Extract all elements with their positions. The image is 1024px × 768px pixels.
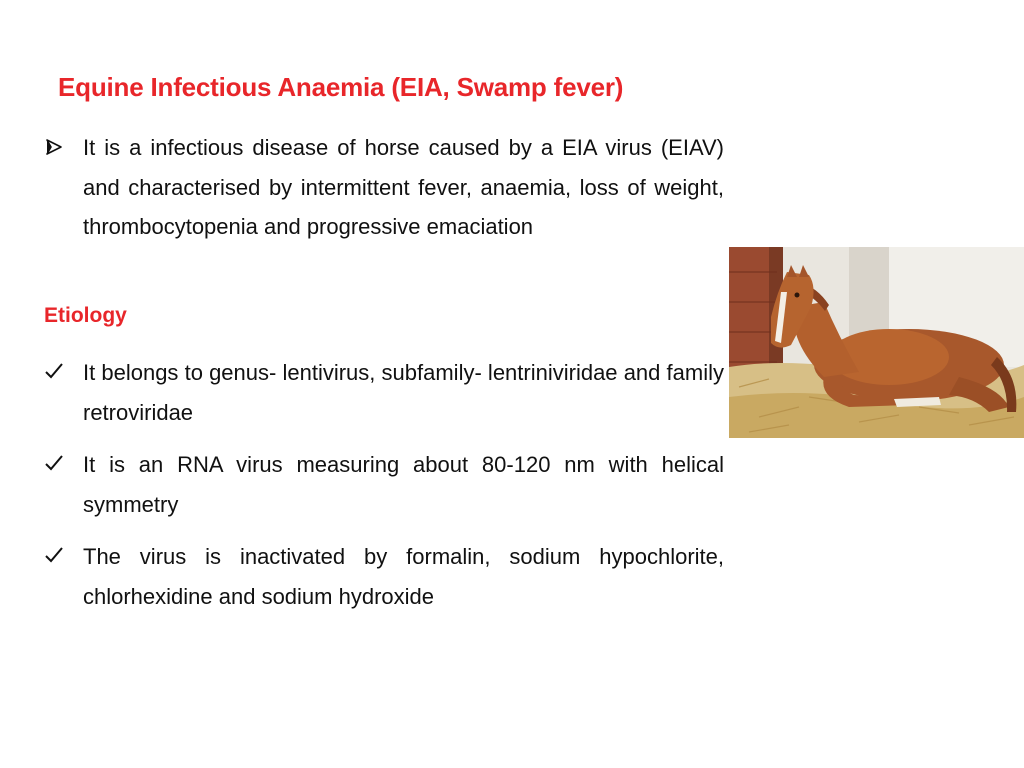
etiology-item — [44, 445, 724, 524]
checkmark-icon — [44, 353, 74, 393]
etiology-item-text: It belongs to genus- lentivirus, subfamily- lentriniviridae and family retroviridae — [83, 360, 724, 425]
etiology-item-text: It is an RNA virus measuring about 80-120 nm with helical symmetry — [83, 452, 724, 517]
etiology-item-text: The virus is inactivated by formalin, sodium hypochlorite, chlorhexidine and sodium hydroxide — [83, 544, 724, 609]
checkmark-icon — [44, 445, 74, 485]
slide-title: Equine Infectious Anaemia (EIA, Swamp fever) — [58, 72, 624, 102]
arrow-bullet-icon — [44, 128, 74, 168]
horse-photo — [729, 247, 1024, 438]
intro-bullet-text: It is a infectious disease of horse caused by a EIA virus (EIAV) and characterised by intermittent fever, anaemia, loss of weight, thrombocytopenia and progressive emaciation — [83, 135, 724, 239]
etiology-item — [44, 353, 724, 432]
intro-bullet — [44, 128, 724, 247]
checkmark-icon — [44, 537, 74, 577]
etiology-heading: Etiology — [44, 304, 127, 327]
etiology-item — [44, 537, 724, 616]
